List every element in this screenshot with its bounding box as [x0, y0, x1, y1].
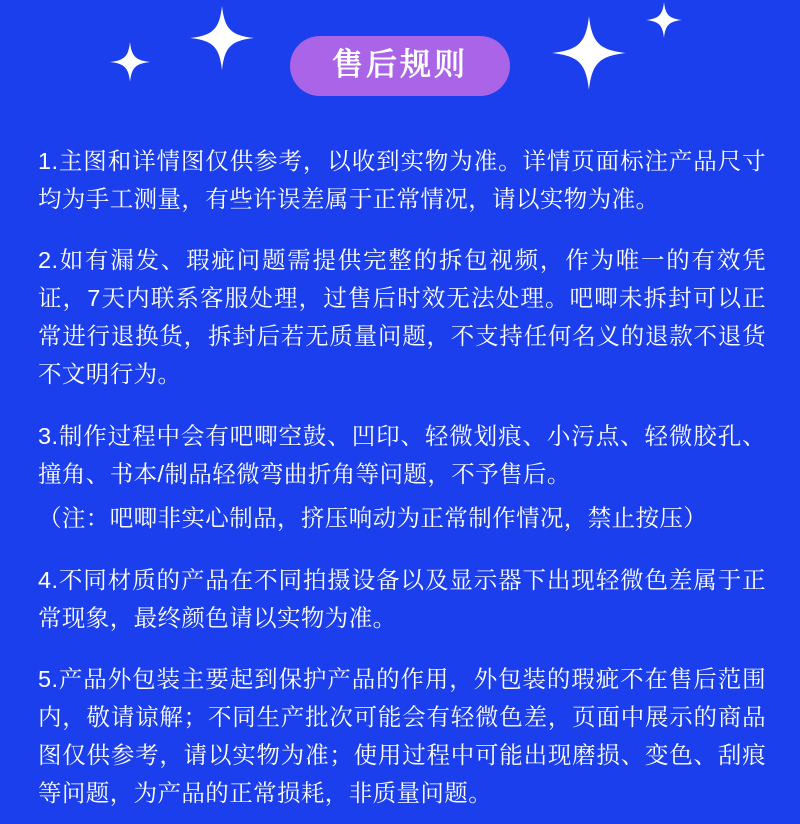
- rule-item: 3.制作过程中会有吧唧空鼓、凹印、轻微划痕、小污点、轻微胶孔、撞角、书本/制品轻微弯曲折角等问题，不予售后。: [38, 422, 766, 487]
- sparkle-icon: [646, 2, 682, 38]
- rules-list: [38, 118, 766, 824]
- page-title: 售后规则: [290, 36, 510, 96]
- page-title-container: [0, 36, 800, 96]
- rule-item: 1.主图和详情图仅供参考，以收到实物为准。详情页面标注产品尺寸均为手工测量，有些许误差属于正常情况，请以实物为准。: [38, 147, 766, 212]
- rule-item-note: （注：吧唧非实心制品，挤压响动为正常制作情况，禁止按压）: [38, 505, 708, 531]
- rule-item: 4.不同材质的产品在不同拍摄设备以及显示器下出现轻微色差属于正常现象，最终颜色请以实物为准。: [38, 566, 766, 631]
- rule-item: 5.产品外包装主要起到保护产品的作用，外包装的瑕疵不在售后范围内，敬请谅解；不同生产批次可能会有轻微色差，页面中展示的商品图仅供参考，请以实物为准；使用过程中可能出现磨损、变色、刮痕等问题，为产品的正常损耗，非质量问题。: [38, 666, 766, 807]
- rule-item: 2.如有漏发、瑕疵问题需提供完整的拆包视频，作为唯一的有效凭证，7天内联系客服处理，过售后时效无法处理。吧唧未拆封可以正常进行退换货，拆封后若无质量问题，不支持任何名义的退款不退货不文明行为。: [38, 247, 766, 388]
